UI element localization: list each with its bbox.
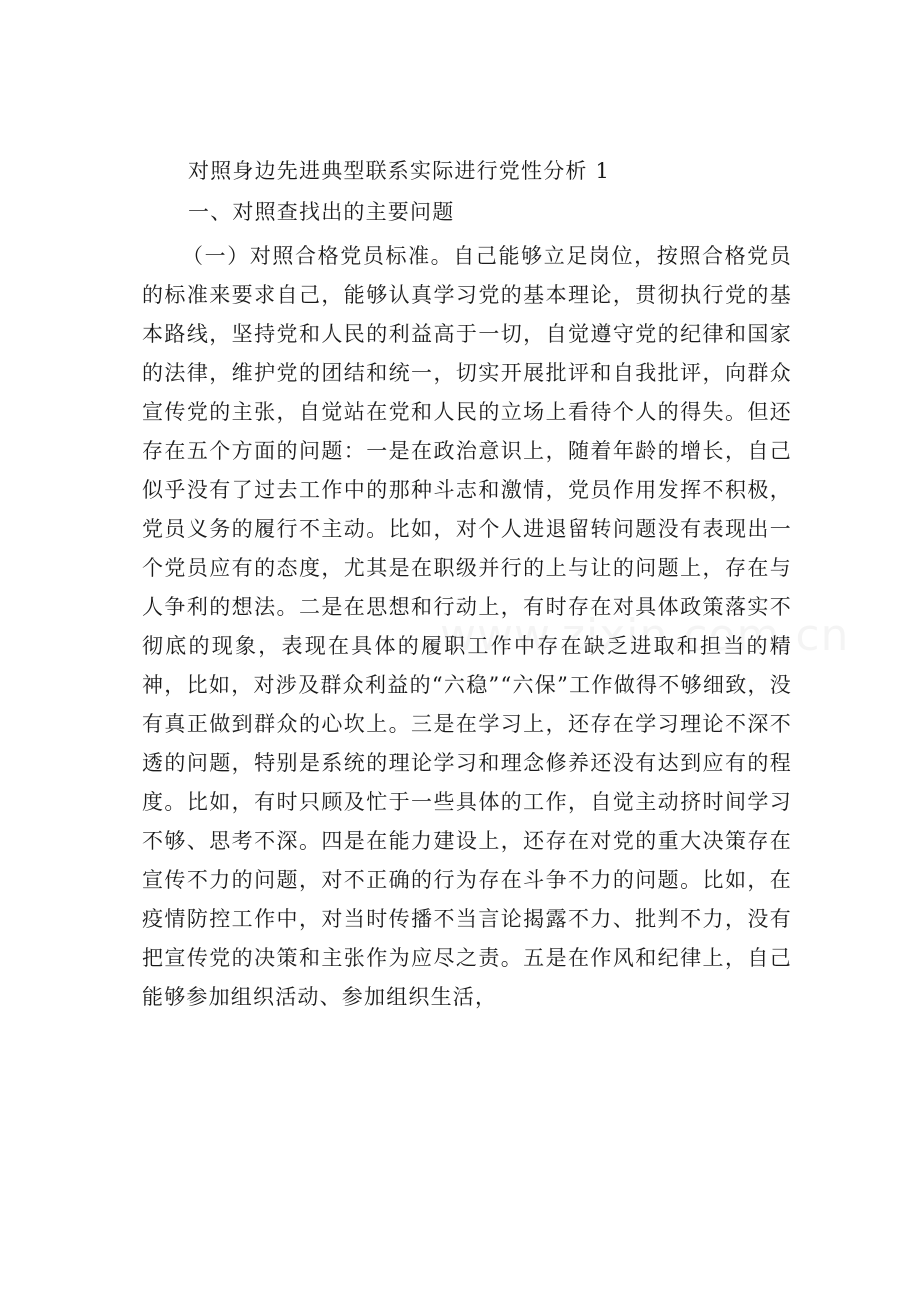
body-paragraph: （一）对照合格党员标准。自己能够立足岗位，按照合格党员的标准来要求自己，能够认真学习党的基本理论，贯彻执行党的基本路线，坚持党和人民的利益高于一切，自觉遵守党的纪律和国家的法律，维护党的团结和统一，切实开展批评和自我批评，向群众宣传党的主张，自觉站在党和人民的立场上看待个人的得失。但还存在五个方面的问题：一是在政治意识上，随着年龄的增长，自己似乎没有了过去工作中的那种斗志和激情，党员作用发挥不积极，党员义务的履行不主动。比如，对个人进退留转问题没有表现出一个党员应有的态度，尤其是在职级并行的上与让的问题上，存在与人争利的想法。二是在思想和行动上，有时存在对具体政策落实不彻底的现象，表现在具体的履职工作中存在缺乏进取和担当的精神，比如，对涉及群众利益的“六稳”“六保”工作做得不够细致，没有真正做到群众的心坎上。三是在学习上，还存在学习理论不深不透的问题，特别是系统的理论学习和理念修养还没有达到应有的程度。比如，有时只顾及忙于一些具体的工作，自觉主动挤时间学习不够、思考不深。四是在能力建设上，还存在对党的重大决策存在宣传不力的问题，对不正确的行为存在斗争不力的问题。比如，在疫情防控工作中，对当时传播不当言论揭露不力、批判不力，没有把宣传党的决策和主张作为应尽之责。五是在作风和纪律上，自己能够参加组织活动、参加组织生活， [142, 244, 792, 1009]
document-body [142, 152, 792, 1017]
section-heading: 一、对照查找出的主要问题 [188, 200, 455, 224]
document-title: 对照身边先进典型联系实际进行党性分析 1 [188, 159, 611, 183]
